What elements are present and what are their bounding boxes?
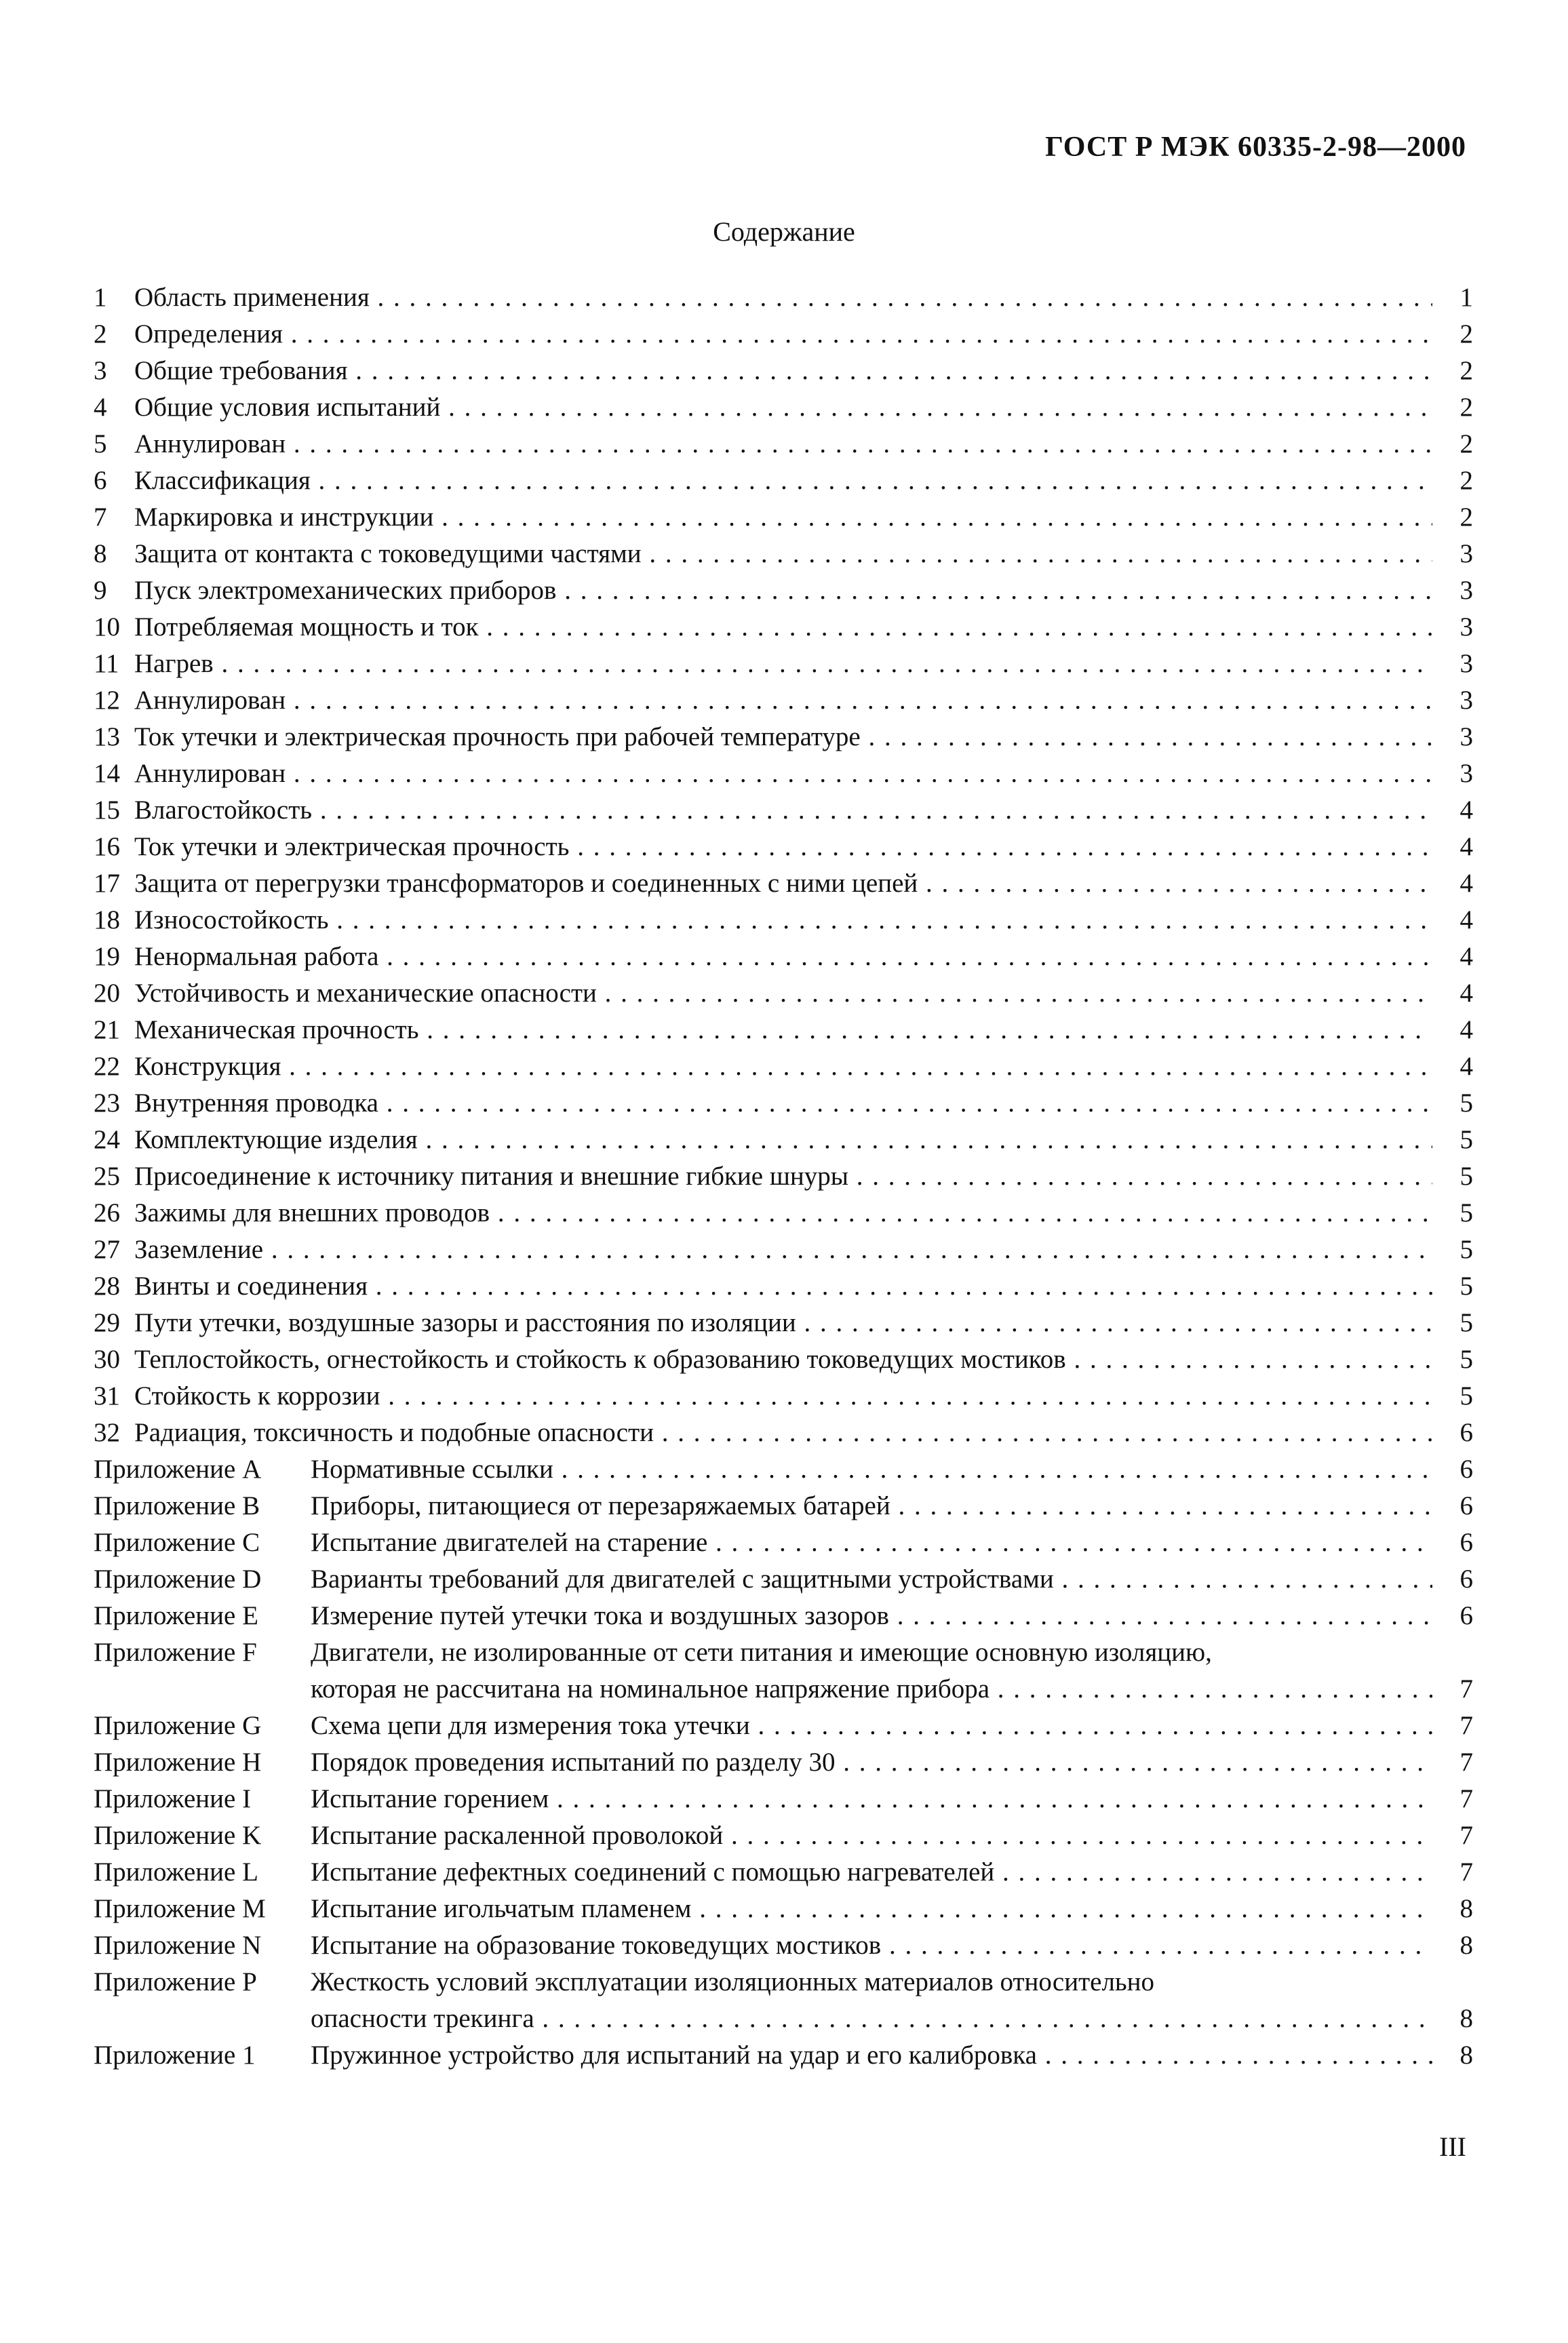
toc-row-page: 4: [1459, 979, 1473, 1008]
toc-annex-label: Приложение L: [94, 1857, 258, 1887]
toc-annex-title: Испытание дефектных соединений с помощью нагревателей . . .: [311, 1854, 1432, 1891]
toc-annex-label: Приложение D: [94, 1564, 262, 1594]
toc-row-number: 14: [94, 759, 120, 788]
toc-annex-row: [94, 1451, 1473, 1488]
toc-annex-title: Испытание двигателей на старение . . .: [311, 1524, 1432, 1561]
toc-annex-page: 7: [1459, 1748, 1473, 1777]
toc-annex-row: [94, 1891, 1473, 1927]
toc-row: [94, 939, 1473, 975]
toc-row-page: 2: [1459, 503, 1473, 532]
toc-annex-row-continued: [94, 1671, 1473, 1708]
toc-row-title: Влагостойкость . . .: [134, 792, 1432, 829]
toc-annex-title: Пружинное устройство для испытаний на удар и его калибровка . . .: [311, 2037, 1432, 2074]
toc-annex-row: [94, 1708, 1473, 1744]
toc-row-title: Теплостойкость, огнестойкость и стойкость к образованию токоведущих мостиков . . .: [134, 1341, 1432, 1378]
toc-row-title: Защита от перегрузки трансформаторов и соединенных с ними цепей . . .: [134, 865, 1432, 902]
toc-annex-row: [94, 2037, 1473, 2074]
toc-row: [94, 1085, 1473, 1122]
toc-row-title: Внутренняя проводка . . .: [134, 1085, 1432, 1122]
toc-row: [94, 1048, 1473, 1085]
toc-row-title: Аннулирован . . .: [134, 755, 1432, 792]
toc-row-page: 3: [1459, 576, 1473, 605]
toc-annex-title: Измерение путей утечки тока и воздушных зазоров . . .: [311, 1598, 1432, 1634]
toc-row-page: 2: [1459, 466, 1473, 495]
toc-row-number: 16: [94, 832, 120, 861]
toc-row-number: 10: [94, 612, 120, 642]
toc-row-number: 23: [94, 1088, 120, 1118]
toc-annex-label: Приложение F: [94, 1638, 257, 1667]
toc-row: [94, 536, 1473, 572]
toc-row-page: 3: [1459, 539, 1473, 568]
toc-row-title: Определения . . .: [134, 316, 1432, 353]
toc-row: [94, 1305, 1473, 1341]
toc-annex-title: Нормативные ссылки . . .: [311, 1451, 1432, 1488]
toc-row: [94, 389, 1473, 426]
toc-annex-label: Приложение H: [94, 1748, 262, 1777]
toc-annex-label: Приложение P: [94, 1967, 257, 1996]
toc-row-number: 20: [94, 979, 120, 1008]
toc-row: [94, 719, 1473, 755]
toc-annex-page: 8: [1459, 1894, 1473, 1923]
toc-annex-page: 6: [1459, 1601, 1473, 1630]
toc-row-page: 1: [1459, 283, 1473, 312]
toc-row-number: 9: [94, 576, 107, 605]
toc-annex-row: [94, 1854, 1473, 1891]
toc-annex-page: 6: [1459, 1491, 1473, 1520]
toc-annex-page: 8: [1459, 2004, 1473, 2033]
toc-row-title: Винты и соединения . . .: [134, 1268, 1432, 1305]
toc-row-number: 24: [94, 1125, 120, 1154]
toc-row-number: 11: [94, 649, 119, 678]
toc-row-number: 12: [94, 686, 120, 715]
toc-row-title: Зажимы для внешних проводов . . .: [134, 1195, 1432, 1232]
toc-row-title: Пути утечки, воздушные зазоры и расстояния по изоляции . . .: [134, 1305, 1432, 1341]
toc-annex-label: Приложение A: [94, 1455, 262, 1484]
toc-annex-title: Испытание на образование токоведущих мостиков . . .: [311, 1927, 1432, 1964]
toc-row: [94, 1195, 1473, 1232]
toc-row-page: 5: [1459, 1125, 1473, 1154]
toc-row: [94, 426, 1473, 462]
toc-annex-page: 7: [1459, 1784, 1473, 1813]
toc-row-page: 4: [1459, 795, 1473, 825]
toc-annex-page: 8: [1459, 1931, 1473, 1960]
toc-row: [94, 829, 1473, 865]
toc-row-number: 5: [94, 429, 107, 458]
toc-row: [94, 646, 1473, 682]
toc-row: [94, 1012, 1473, 1048]
toc-annex-title-continued: опасности трекинга . . .: [311, 2001, 1432, 2037]
toc-row-page: 4: [1459, 1015, 1473, 1044]
toc-row: [94, 462, 1473, 499]
toc-row-title: Общие требования . . .: [134, 353, 1432, 389]
toc-annex-label: Приложение E: [94, 1601, 258, 1630]
toc-row: [94, 1268, 1473, 1305]
toc-annex-row: [94, 1634, 1473, 1671]
toc-row: [94, 572, 1473, 609]
toc-row-number: 2: [94, 319, 107, 349]
toc-annex-page: 7: [1459, 1711, 1473, 1740]
toc-row: [94, 755, 1473, 792]
toc-annex-title: Приборы, питающиеся от перезаряжаемых батарей . . .: [311, 1488, 1432, 1524]
toc-row-page: 4: [1459, 905, 1473, 934]
toc-annex-label: Приложение I: [94, 1784, 252, 1813]
toc-row-title: Устойчивость и механические опасности . . .: [134, 975, 1432, 1012]
toc-annex-title: Жесткость условий эксплуатации изоляционных материалов относительно: [311, 1967, 1155, 1996]
toc-annex-label: Приложение N: [94, 1931, 262, 1960]
toc-annex-label: Приложение B: [94, 1491, 260, 1520]
toc-row-title: Аннулирован . . .: [134, 426, 1432, 462]
toc-row: [94, 1232, 1473, 1268]
toc-annex-row: [94, 1561, 1473, 1598]
toc-row: [94, 682, 1473, 719]
toc-annex-title: Испытание горением . . .: [311, 1781, 1432, 1817]
toc-row-number: 3: [94, 356, 107, 385]
toc-annex-row-continued: [94, 2001, 1473, 2037]
toc-row-title: Комплектующие изделия . . .: [134, 1122, 1432, 1158]
toc-annex-title: Испытание игольчатым пламенем . . .: [311, 1891, 1432, 1927]
toc-annex-row: [94, 1781, 1473, 1817]
toc-annex-row: [94, 1524, 1473, 1561]
toc-row: [94, 279, 1473, 316]
toc-row-number: 30: [94, 1345, 120, 1374]
toc-annex-row: [94, 1598, 1473, 1634]
toc-row-page: 5: [1459, 1381, 1473, 1411]
toc-row-title: Конструкция . . .: [134, 1048, 1432, 1085]
toc-row-title: Пуск электромеханических приборов . . .: [134, 572, 1432, 609]
toc-row: [94, 353, 1473, 389]
toc-row: [94, 902, 1473, 939]
toc-annex-title: Двигатели, не изолированные от сети питания и имеющие основную изоляцию,: [311, 1638, 1212, 1667]
toc-row-page: 3: [1459, 759, 1473, 788]
toc-row-number: 31: [94, 1381, 120, 1411]
toc-row-page: 3: [1459, 612, 1473, 642]
toc-annex-title: Испытание раскаленной проволокой . . .: [311, 1817, 1432, 1854]
toc-row-number: 22: [94, 1052, 120, 1081]
toc-row-page: 5: [1459, 1272, 1473, 1301]
toc-row: [94, 609, 1473, 646]
toc-row-number: 25: [94, 1162, 120, 1191]
toc-row-title: Стойкость к коррозии . . .: [134, 1378, 1432, 1415]
toc-annex-title: Схема цепи для измерения тока утечки . . .: [311, 1708, 1432, 1744]
toc-row-title: Износостойкость . . .: [134, 902, 1432, 939]
toc-row: [94, 316, 1473, 353]
page-number: III: [1439, 2131, 1466, 2162]
toc-row-title: Защита от контакта с токоведущими частями . . .: [134, 536, 1432, 572]
toc-row-page: 5: [1459, 1345, 1473, 1374]
toc-row: [94, 1415, 1473, 1451]
toc-row-number: 17: [94, 869, 120, 898]
toc-row: [94, 499, 1473, 536]
toc-row-number: 7: [94, 503, 107, 532]
toc-annex-page: 6: [1459, 1564, 1473, 1594]
toc-row-number: 28: [94, 1272, 120, 1301]
toc-row-page: 2: [1459, 429, 1473, 458]
toc-row-number: 18: [94, 905, 120, 934]
toc-row-number: 19: [94, 942, 120, 971]
document-number: ГОСТ Р МЭК 60335-2-98—2000: [1045, 132, 1466, 163]
toc-row-title: Аннулирован . . .: [134, 682, 1432, 719]
toc-row: [94, 1122, 1473, 1158]
toc-row-page: 3: [1459, 722, 1473, 751]
toc-row-page: 5: [1459, 1235, 1473, 1264]
toc-annex-page: 6: [1459, 1528, 1473, 1557]
toc-annex-page: 7: [1459, 1674, 1473, 1704]
toc-annex-title-continued: которая не рассчитана на номинальное напряжение прибора . . .: [311, 1671, 1432, 1708]
toc-annex-row: [94, 1744, 1473, 1781]
toc-annex-label: Приложение G: [94, 1711, 262, 1740]
toc-annex-page: 7: [1459, 1821, 1473, 1850]
toc-row: [94, 1378, 1473, 1415]
toc-row: [94, 975, 1473, 1012]
toc-row-page: 5: [1459, 1088, 1473, 1118]
table-of-contents: [94, 279, 1473, 2074]
toc-annex-page: 6: [1459, 1455, 1473, 1484]
toc-annex-row: [94, 1927, 1473, 1964]
toc-row: [94, 865, 1473, 902]
toc-row-number: 27: [94, 1235, 120, 1264]
toc-row-title: Общие условия испытаний . . .: [134, 389, 1432, 426]
toc-row-title: Маркировка и инструкции . . .: [134, 499, 1432, 536]
toc-row-title: Ненормальная работа . . .: [134, 939, 1432, 975]
toc-row-number: 8: [94, 539, 107, 568]
toc-annex-title: Порядок проведения испытаний по разделу 30 . . .: [311, 1744, 1432, 1781]
toc-row-page: 4: [1459, 832, 1473, 861]
toc-row-title: Классификация . . .: [134, 462, 1432, 499]
toc-annex-label: Приложение 1: [94, 2041, 256, 2070]
toc-row-number: 21: [94, 1015, 120, 1044]
toc-row-number: 32: [94, 1418, 120, 1447]
toc-row-number: 26: [94, 1198, 120, 1227]
toc-row-title: Ток утечки и электрическая прочность . . .: [134, 829, 1432, 865]
toc-row-number: 29: [94, 1308, 120, 1337]
toc-row-title: Радиация, токсичность и подобные опасности . . .: [134, 1415, 1432, 1451]
toc-row: [94, 1341, 1473, 1378]
toc-annex-label: Приложение M: [94, 1894, 266, 1923]
toc-row-page: 2: [1459, 393, 1473, 422]
toc-row-title: Нагрев . . .: [134, 646, 1432, 682]
toc-row-page: 2: [1459, 356, 1473, 385]
toc-row-number: 13: [94, 722, 120, 751]
toc-row-page: 6: [1459, 1418, 1473, 1447]
toc-title: Содержание: [713, 216, 855, 247]
toc-row-page: 5: [1459, 1308, 1473, 1337]
toc-row-page: 2: [1459, 319, 1473, 349]
toc-annex-row: [94, 1817, 1473, 1854]
toc-annex-label: Приложение C: [94, 1528, 260, 1557]
toc-row-page: 4: [1459, 942, 1473, 971]
toc-row-page: 4: [1459, 1052, 1473, 1081]
toc-row-number: 4: [94, 393, 107, 422]
toc-row-title: Область применения . . .: [134, 279, 1432, 316]
toc-row-page: 3: [1459, 649, 1473, 678]
toc-row-title: Присоединение к источнику питания и внешние гибкие шнуры . . .: [134, 1158, 1432, 1195]
toc-row-title: Механическая прочность . . .: [134, 1012, 1432, 1048]
toc-row-page: 5: [1459, 1162, 1473, 1191]
toc-row-number: 1: [94, 283, 107, 312]
toc-row-title: Заземление . . .: [134, 1232, 1432, 1268]
toc-row-title: Потребляемая мощность и ток . . .: [134, 609, 1432, 646]
toc-row: [94, 1158, 1473, 1195]
toc-row-title: Ток утечки и электрическая прочность при рабочей температуре . . .: [134, 719, 1432, 755]
toc-row-page: 3: [1459, 686, 1473, 715]
toc-annex-page: 8: [1459, 2041, 1473, 2070]
toc-annex-page: 7: [1459, 1857, 1473, 1887]
toc-annex-row: [94, 1488, 1473, 1524]
toc-row-page: 4: [1459, 869, 1473, 898]
toc-row: [94, 792, 1473, 829]
toc-annex-row: [94, 1964, 1473, 2001]
toc-row-number: 15: [94, 795, 120, 825]
toc-row-page: 5: [1459, 1198, 1473, 1227]
toc-row-number: 6: [94, 466, 107, 495]
toc-annex-label: Приложение K: [94, 1821, 262, 1850]
toc-annex-title: Варианты требований для двигателей с защитными устройствами . . .: [311, 1561, 1432, 1598]
